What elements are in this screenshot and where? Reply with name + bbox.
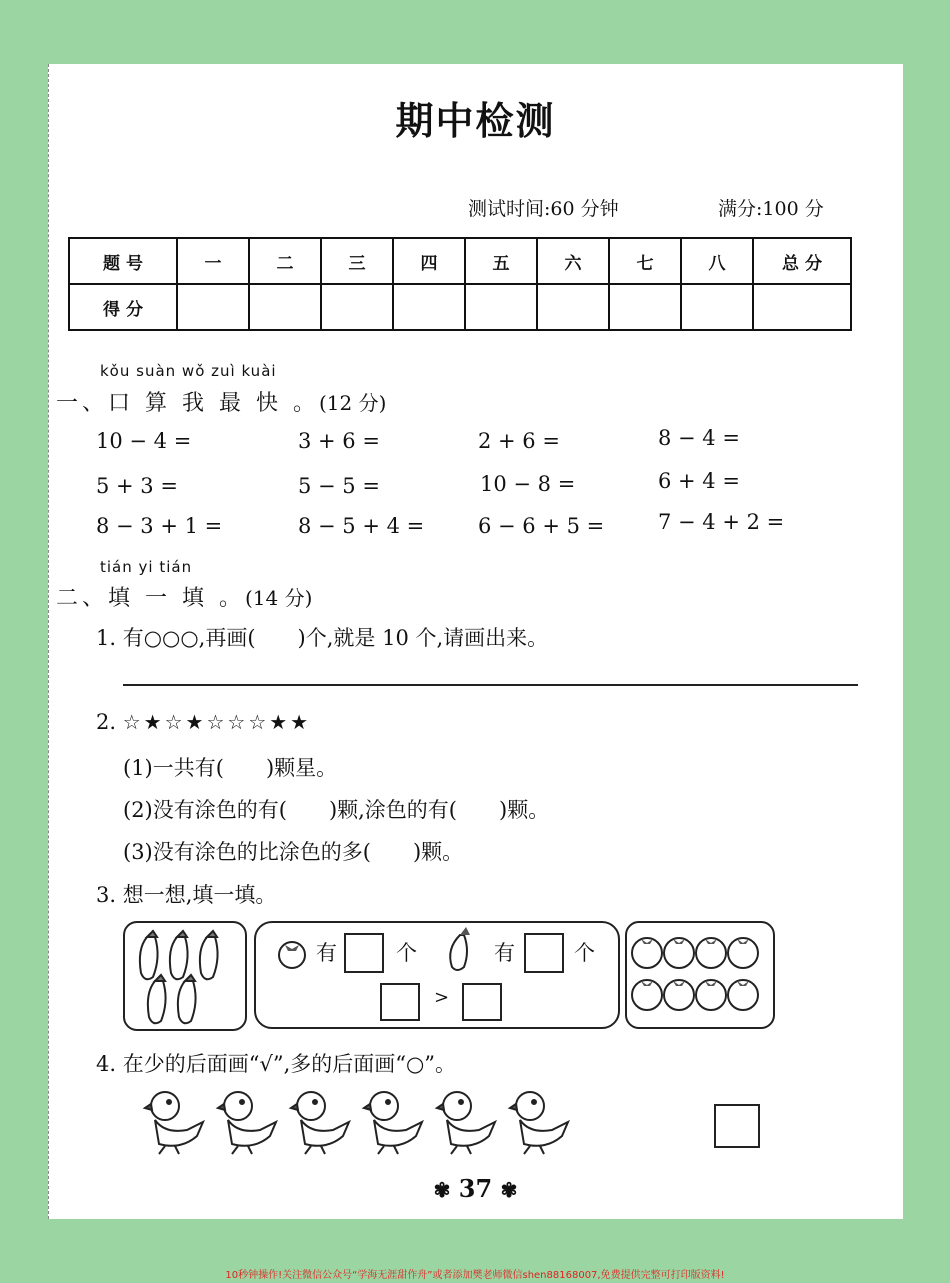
question-2-part-3: (3)没有涂色的比涂色的多( )颗。 bbox=[123, 840, 464, 864]
score-table-header-row bbox=[69, 238, 851, 284]
question-2-part-1: (1)一共有( )颗星。 bbox=[123, 756, 338, 780]
score-cell[interactable] bbox=[609, 284, 681, 330]
question-1: 1. 有○○○,再画( )个,就是 10 个,请画出来。 bbox=[96, 626, 549, 650]
calc-problem: 10 − 4 = bbox=[96, 429, 192, 453]
column-header: 四 bbox=[393, 238, 465, 284]
tomato-icons bbox=[627, 923, 773, 1027]
score-table bbox=[68, 237, 852, 331]
calc-problem: 5 − 5 = bbox=[298, 474, 380, 498]
calc-problem: 8 − 5 + 4 = bbox=[298, 514, 425, 538]
row-label-score: 得 分 bbox=[69, 284, 177, 330]
question-4: 4. 在少的后面画“√”,多的后面画“○”。 bbox=[96, 1052, 457, 1076]
score-cell-total[interactable] bbox=[753, 284, 851, 330]
footer-notice: 10秒钟操作!关注微信公众号“学海无涯甜作舟”或者添加樊老师微信shen88168007,免费提供完整可打印版资料! bbox=[225, 1270, 725, 1281]
bug-left-icon: ✾ bbox=[433, 1178, 451, 1202]
eggplant-icons bbox=[125, 923, 245, 1029]
score-cell[interactable] bbox=[249, 284, 321, 330]
compare-right-box[interactable] bbox=[462, 983, 502, 1021]
greater-than-sign: > bbox=[434, 987, 450, 1008]
column-header-total: 总 分 bbox=[753, 238, 851, 284]
section1-points: (12 分) bbox=[318, 391, 387, 415]
calc-problem: 2 + 6 = bbox=[478, 429, 560, 453]
tomato-count-box[interactable] bbox=[344, 933, 384, 973]
page-number-text: 37 bbox=[458, 1174, 493, 1203]
score-cell[interactable] bbox=[537, 284, 609, 330]
score-cell[interactable] bbox=[321, 284, 393, 330]
score-cell[interactable] bbox=[393, 284, 465, 330]
stars-row: ☆★☆★☆☆☆★★ bbox=[122, 710, 312, 734]
binding-edge bbox=[48, 64, 55, 1219]
section1-heading bbox=[56, 386, 386, 417]
calc-problem: 8 − 3 + 1 = bbox=[96, 514, 223, 538]
eggplant-group bbox=[123, 921, 247, 1031]
question-3: 3. 想一想,填一填。 bbox=[96, 883, 277, 907]
unit-label: 个 bbox=[396, 941, 417, 965]
eggplant-count-box[interactable] bbox=[524, 933, 564, 973]
answer-line[interactable] bbox=[123, 684, 858, 686]
section2-pinyin: tián yi tián bbox=[100, 558, 193, 576]
section2-heading bbox=[56, 581, 312, 612]
bug-right-icon: ✾ bbox=[500, 1178, 518, 1202]
has-label: 有 bbox=[316, 941, 337, 965]
chick-icons bbox=[143, 1086, 593, 1158]
column-header: 八 bbox=[681, 238, 753, 284]
section1-title: 一、口 算 我 最 快 。 bbox=[56, 391, 319, 416]
column-header: 七 bbox=[609, 238, 681, 284]
section1-pinyin: kǒu suàn wǒ zuì kuài bbox=[100, 362, 277, 380]
calc-problem: 6 + 4 = bbox=[658, 469, 740, 493]
section2-points: (14 分) bbox=[244, 586, 313, 610]
question-2-part-2: (2)没有涂色的有( )颗,涂色的有( )颗。 bbox=[123, 798, 550, 822]
tomato-icon bbox=[276, 937, 308, 969]
compare-left-box[interactable] bbox=[380, 983, 420, 1021]
question-2 bbox=[96, 710, 311, 734]
column-header: 二 bbox=[249, 238, 321, 284]
has-label: 有 bbox=[494, 941, 515, 965]
calc-problem: 5 + 3 = bbox=[96, 474, 178, 498]
score-cell[interactable] bbox=[177, 284, 249, 330]
question-2-label: 2. bbox=[96, 710, 117, 734]
row-label-question-number: 题 号 bbox=[69, 238, 177, 284]
calc-problem: 8 − 4 = bbox=[658, 426, 740, 450]
calc-problem: 3 + 6 = bbox=[298, 429, 380, 453]
test-time: 测试时间:60 分钟 bbox=[468, 198, 619, 220]
score-cell[interactable] bbox=[681, 284, 753, 330]
unit-label: 个 bbox=[574, 941, 595, 965]
worksheet-page bbox=[48, 64, 903, 1219]
column-header: 五 bbox=[465, 238, 537, 284]
calc-problem: 10 − 8 = bbox=[480, 472, 576, 496]
full-score: 满分:100 分 bbox=[718, 198, 824, 220]
answer-box[interactable] bbox=[714, 1104, 760, 1148]
page-title: 期中检测 bbox=[395, 98, 556, 143]
calc-problem: 7 − 4 + 2 = bbox=[658, 510, 785, 534]
column-header: 一 bbox=[177, 238, 249, 284]
section2-title: 二、填 一 填 。 bbox=[56, 586, 245, 611]
calc-problem: 6 − 6 + 5 = bbox=[478, 514, 605, 538]
score-table-score-row bbox=[69, 284, 851, 330]
eggplant-icon bbox=[444, 925, 474, 975]
tomato-group bbox=[625, 921, 775, 1029]
column-header: 三 bbox=[321, 238, 393, 284]
column-header: 六 bbox=[537, 238, 609, 284]
comparison-panel bbox=[254, 921, 620, 1029]
score-cell[interactable] bbox=[465, 284, 537, 330]
page-number bbox=[48, 1174, 903, 1203]
